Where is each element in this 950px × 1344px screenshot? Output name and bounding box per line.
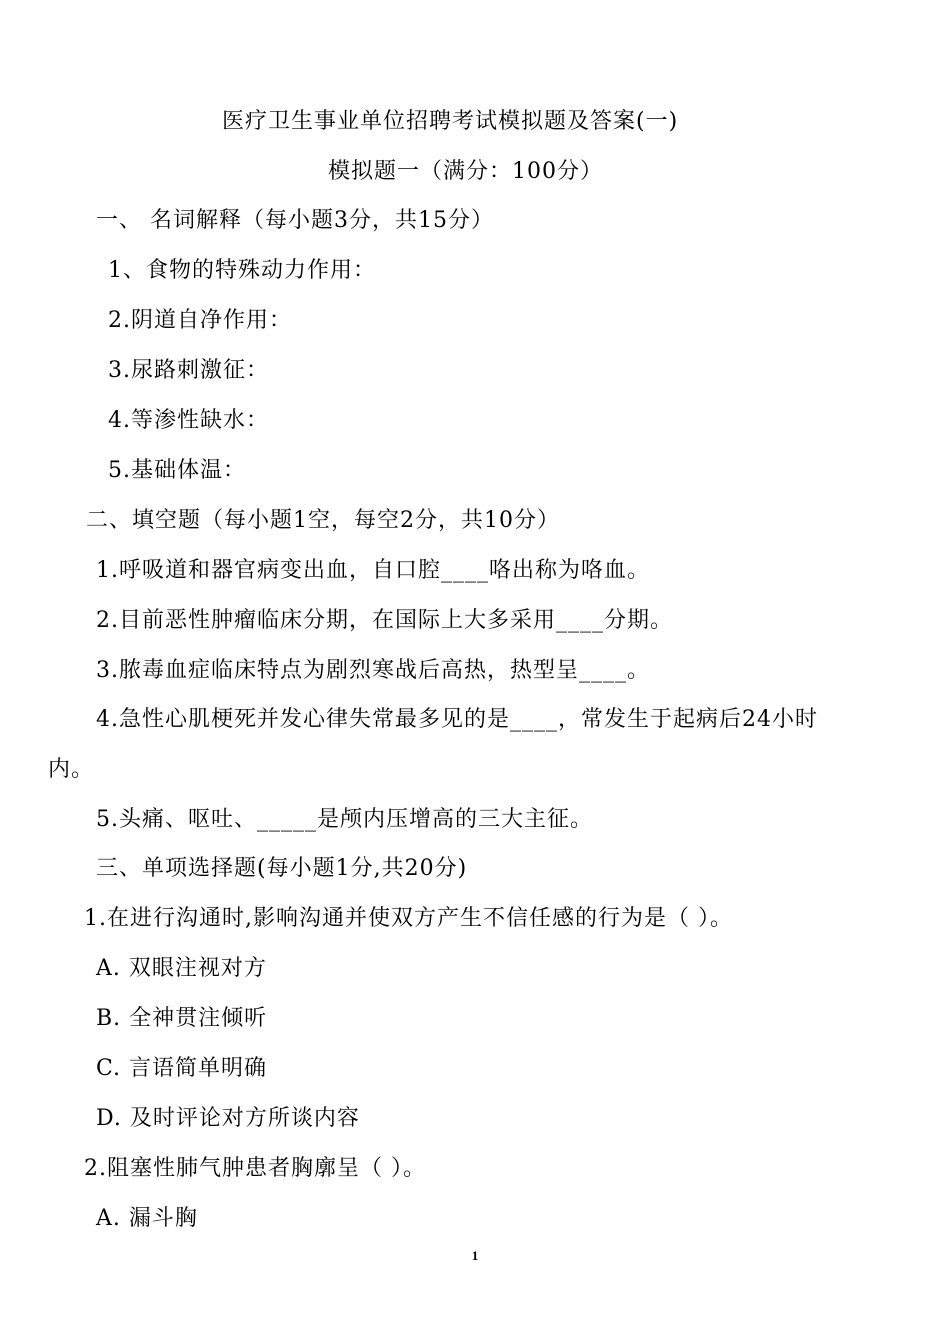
page-number: 1 — [471, 1248, 479, 1263]
section3-question-1-option-b: B. 全神贯注倾听 — [96, 1006, 268, 1031]
section3-question-2-option-a: A. 漏斗胸 — [96, 1206, 198, 1231]
section3-question-1-option-d: D. 及时评论对方所谈内容 — [96, 1106, 360, 1131]
section2-item-4: 4.急性心肌梗死并发心律失常最多见的是____，常发生于起病后24小时 — [96, 707, 818, 732]
section2-item-1: 1.呼吸道和器官病变出血，自口腔____咯出称为咯血。 — [96, 558, 650, 583]
section1-item-4: 4.等渗性缺水： — [108, 408, 269, 433]
section2-item-5: 5.头痛、呕吐、_____是颅内压增高的三大主征。 — [96, 807, 593, 832]
section3-question-2: 2.阻塞性肺气肿患者胸廓呈（ ）。 — [84, 1156, 426, 1181]
section2-heading: 二、填空题（每小题1空，每空2分，共10分） — [86, 508, 560, 533]
section2-item-4-continuation: 内。 — [48, 757, 95, 782]
section3-heading: 三、单项选择题(每小题1分,共20分) — [96, 856, 468, 881]
section3-question-1-option-a: A. 双眼注视对方 — [96, 956, 267, 981]
section1-item-2: 2.阴道自净作用： — [108, 308, 292, 333]
section1-heading: 一、 名词解释（每小题3分，共15分） — [96, 208, 494, 233]
section2-item-3: 3.脓毒血症临床特点为剧烈寒战后高热，热型呈____。 — [96, 658, 650, 683]
section3-question-1-option-c: C. 言语简单明确 — [96, 1056, 268, 1081]
section1-item-5: 5.基础体温： — [108, 458, 246, 483]
section1-item-3: 3.尿路刺激征： — [108, 358, 269, 383]
section1-item-1: 1、食物的特殊动力作用： — [108, 258, 376, 283]
document-title: 医疗卫生事业单位招聘考试模拟题及答案(一) — [222, 109, 679, 134]
section3-question-1: 1.在进行沟通时,影响沟通并使双方产生不信任感的行为是（ ）。 — [84, 906, 733, 931]
section2-item-2: 2.目前恶性肿瘤临床分期，在国际上大多采用____分期。 — [96, 608, 673, 633]
document-subtitle: 模拟题一（满分：100分） — [328, 159, 603, 184]
